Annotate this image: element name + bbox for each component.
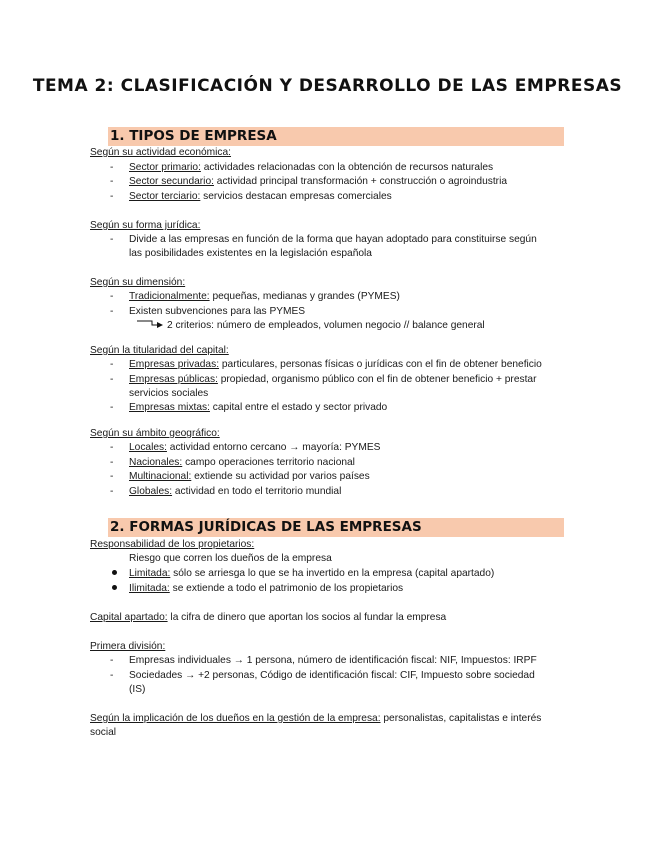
dash-marker: - (110, 471, 114, 482)
list-item: Empresas individuales → 1 persona, número de identificación fiscal: NIF, Impuestos: IRPF (129, 655, 537, 666)
list-item: Multinacional: extiende su actividad por varios países (129, 471, 370, 482)
heading-ambito: Según su ámbito geográfico: (90, 428, 220, 439)
heading-titularidad: Según la titularidad del capital: (90, 345, 229, 356)
list-item-continuation: (IS) (129, 684, 146, 695)
bullet-marker (112, 585, 117, 590)
list-item: Empresas privadas: particulares, personas físicas o jurídicas con el fin de obtener beneficio (129, 359, 542, 370)
dash-marker: - (110, 291, 114, 302)
list-item: Locales: actividad entorno cercano → mayoría: PYMES (129, 442, 381, 453)
section-1-title: 1. TIPOS DE EMPRESA (110, 128, 277, 144)
heading-dimension: Según su dimensión: (90, 277, 186, 288)
section-2-title: 2. FORMAS JURÍDICAS DE LAS EMPRESAS (110, 519, 422, 535)
dash-marker: - (110, 442, 114, 453)
intro-line: Riesgo que corren los dueños de la empresa (129, 553, 332, 564)
dash-marker: - (110, 234, 114, 245)
heading-juridica: Según su forma jurídica: (90, 220, 201, 231)
heading-actividad: Según su actividad económica: (90, 147, 232, 158)
paragraph-line: Divide a las empresas en función de la forma que hayan adoptado para constituirse según (129, 234, 537, 245)
list-item: Empresas mixtas: capital entre el estado y sector privado (129, 402, 388, 413)
dash-marker: - (110, 162, 114, 173)
list-item: Sociedades → +2 personas, Código de identificación fiscal: CIF, Impuesto sobre sociedad (129, 670, 535, 681)
list-item: Empresas públicas: propiedad, organismo público con el fin de obtener beneficio + prestar (129, 374, 537, 385)
dash-marker: - (110, 402, 114, 413)
list-item: Sector secundario: actividad principal transformación + construcción o agroindustria (129, 176, 507, 187)
dash-marker: - (110, 359, 114, 370)
sub-item: 2 criterios: número de empleados, volumen negocio // balance general (167, 320, 485, 331)
paragraph-line: las posibilidades existentes en la legislación española (129, 248, 372, 259)
capital-apartado-line: Capital apartado: la cifra de dinero que aportan los socios al fundar la empresa (90, 612, 447, 623)
arrow-right-icon (136, 318, 164, 330)
list-item: Ilimitada: se extiende a todo el patrimonio de los propietarios (129, 583, 404, 594)
bullet-marker (112, 570, 117, 575)
list-item: Globales: actividad en todo el territorio mundial (129, 486, 342, 497)
implicacion-line: Según la implicación de los dueños en la gestión de la empresa: personalistas, capitalistas e interés (90, 713, 542, 724)
dash-marker: - (110, 176, 114, 187)
list-item: Existen subvenciones para las PYMES (129, 306, 306, 317)
page-title: TEMA 2: CLASIFICACIÓN Y DESARROLLO DE LAS EMPRESAS (32, 76, 623, 96)
implicacion-continuation: social (90, 727, 117, 738)
dash-marker: - (110, 486, 114, 497)
dash-marker: - (110, 191, 114, 202)
heading-responsabilidad: Responsabilidad de los propietarios: (90, 539, 255, 550)
heading-primera-division: Primera división: (90, 641, 166, 652)
dash-marker: - (110, 655, 114, 666)
dash-marker: - (110, 374, 114, 385)
dash-marker: - (110, 306, 114, 317)
dash-marker: - (110, 457, 114, 468)
list-item: Nacionales: campo operaciones territorio nacional (129, 457, 355, 468)
list-item: Limitada: sólo se arriesga lo que se ha invertido en la empresa (capital apartado) (129, 568, 495, 579)
list-item: Tradicionalmente: pequeñas, medianas y grandes (PYMES) (129, 291, 400, 302)
list-item-continuation: servicios sociales (129, 388, 209, 399)
dash-marker: - (110, 670, 114, 681)
list-item: Sector primario: actividades relacionadas con la obtención de recursos naturales (129, 162, 494, 173)
list-item: Sector terciario: servicios destacan empresas comerciales (129, 191, 392, 202)
